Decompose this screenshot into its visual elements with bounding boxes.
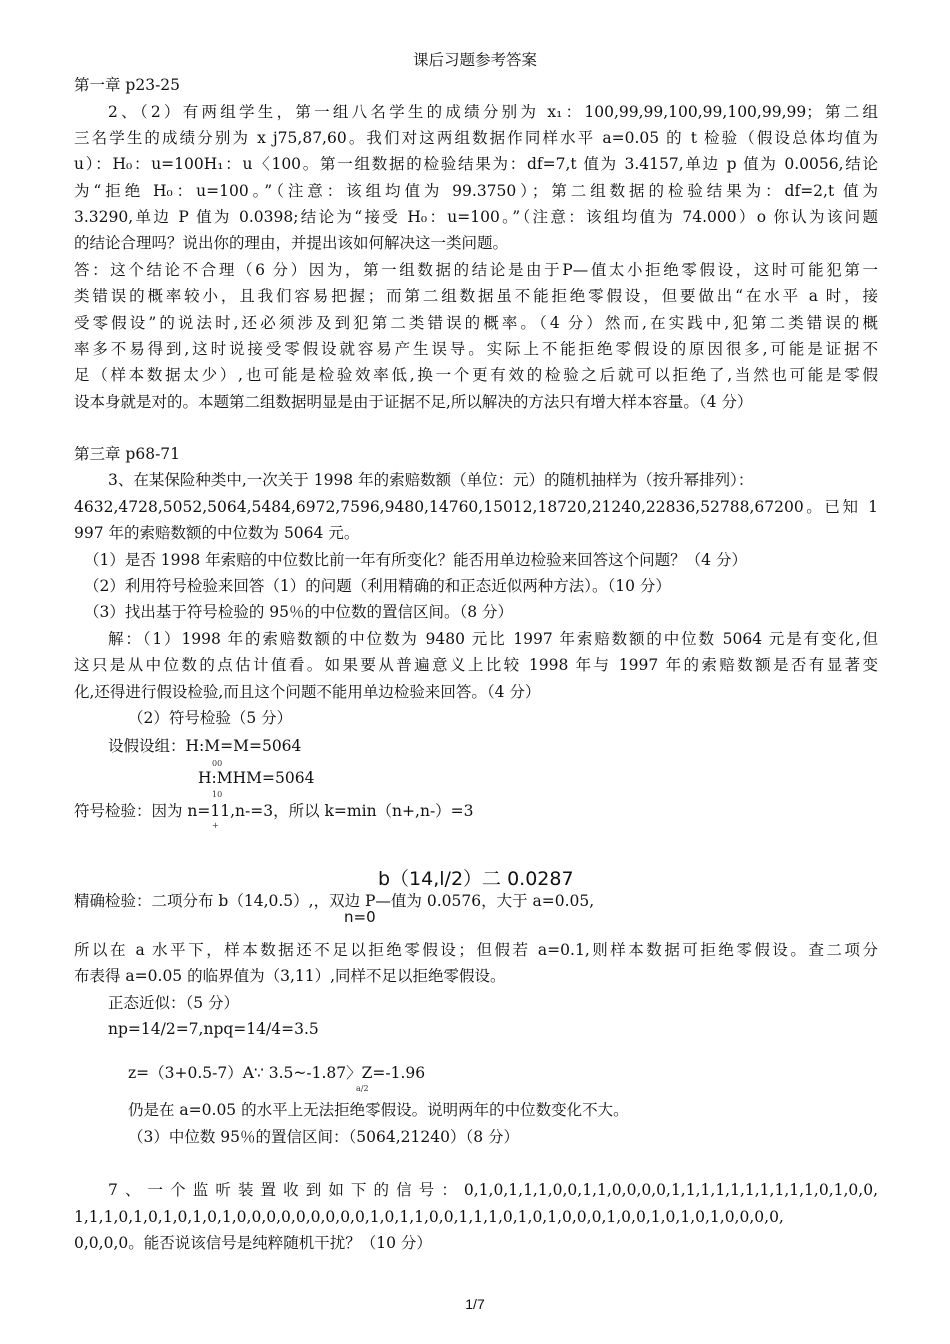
page-title: 课后习题参考答案 [412, 51, 537, 69]
sign-test-title: （2）符号检验（5 分） [128, 709, 293, 727]
hypothesis-h0-subscript: 00 [212, 759, 223, 768]
normal-approx-conclusion: 仍是在 a=0.05 的水平上无法拒绝零假设。说明两年的中位数变化不大。 [128, 1101, 629, 1119]
confidence-interval-line: （3）中位数 95％的置信区间：（5064,21240）（8 分） [128, 1128, 519, 1146]
hypothesis-h1: H:MHM=5064 [198, 769, 315, 787]
q7-line: 7、一个监听装置收到如下的信号：0,1,0,1,1,1,0,0,1,1,0,0,0,0,1,1,1,1,1,1,1,1,1,1,0,1,0,0, [108, 1181, 878, 1199]
q3-line: 4632,4728,5052,5064,5484,6972,7596,9480,14760,15012,18720,21240,22836,52788,67200。已知 1 [74, 498, 878, 516]
q2-line: u）：H₀：u=100H₁：u〈100。第一组数据的检验结果为：df=7,t 值为 3.4157,单边 p 值为 0.0056,结论 [74, 155, 878, 173]
q2-line: 的结论合理吗？说出你的理由，并提出该如何解决这一类问题。 [74, 234, 509, 252]
binomial-formula: b（14,l/2）二 0.0287 [378, 868, 574, 890]
page-number: 1/7 [465, 1296, 485, 1312]
solution-line: 化,还得进行假设检验,而且这个问题不能用单边检验来回答。（4 分） [74, 683, 541, 701]
exact-test-conclusion: 所以在 a 水平下，样本数据还不足以拒绝零假设；但假若 a=0.1,则样本数据可拒绝零假设。查二项分 [74, 941, 878, 959]
sum-lower-limit: n=0 [344, 908, 376, 926]
chapter3-heading: 第三章 p68-71 [74, 445, 181, 463]
q3-line: 3、在某保险种类中,一次关于 1998 年的索赔数额（单位：元）的随机抽样为（按升幂排列）： [108, 471, 754, 489]
solution-line: 解：（1）1998 年的索赔数额的中位数为 9480 元比 1997 年索赔数额的中位数 5064 元是有变化,但 [108, 630, 878, 648]
q2-line: 3.3290,单边 P 值为 0.0398;结论为“接受 H₀：u=100。”（注意：该组均值为 74.000）o 你认为该问题 [74, 208, 878, 226]
q2-line: 三名学生的成绩分别为 x j75,87,60。我们对这两组数据作同样水平 a=0.05 的 t 检验（假设总体均值为 [74, 129, 878, 147]
chapter1-heading: 第一章 p23-25 [74, 76, 181, 94]
answer-line: 率多不易得到,这时说接受零假设就容易产生误导。实际上不能拒绝零假设的原因很多,可能是证据不 [74, 340, 878, 358]
normal-approx-line: np=14/2=7,npq=14/4=3.5 [108, 1020, 319, 1038]
q7-line: 1,1,1,0,1,0,1,0,1,0,1,0,0,0,0,0,0,0,0,0,1,0,1,1,0,0,1,1,1,0,1,0,1,0,0,0,1,0,0,1,0,1,0,1,0,0,0,0, [74, 1208, 784, 1226]
hypothesis-h1-subscript: 10 [212, 790, 223, 799]
z-statistic-line: z=（3+0.5-7）A∵ 3.5~-1.87〉Z=-1.96 [128, 1064, 426, 1082]
subquestion-2: （2）利用符号检验来回答（1）的问题（利用精确的和正态近似两种方法）。（10 分） [84, 577, 671, 595]
sign-test-subscript: + [212, 821, 219, 830]
q2-line: 2、（2）有两组学生，第一组八名学生的成绩分别为 x₁：100,99,99,100,99,100,99,99；第二组 [108, 103, 878, 121]
q2-line: 为“拒绝 H₀：u=100。”（注意：该组均值为 99.3750）；第二组数据的检验结果为：df=2,t 值为 [74, 182, 878, 200]
subquestion-3: （3）找出基于符号检验的 95％的中位数的置信区间。（8 分） [84, 603, 514, 621]
sign-test-line: 符号检验：因为 n=11,n-=3，所以 k=min（n+,n-）=3 [74, 802, 474, 820]
answer-line: 设本身就是对的。本题第二组数据明显是由于证据不足,所以解决的方法只有增大样本容量。（4 分） [74, 393, 753, 411]
answer-line: 答：这个结论不合理（6 分）因为，第一组数据的结论是由于P—值太小拒绝零假设，这时可能犯第一 [74, 261, 878, 279]
exact-test-conclusion: 布表得 a=0.05 的临界值为（3,11）,同样不足以拒绝零假设。 [74, 967, 506, 985]
normal-approx-title: 正态近似：（5 分） [108, 994, 240, 1012]
q3-line: 997 年的索赔数额的中位数为 5064 元。 [74, 524, 360, 542]
answer-line: 类错误的概率较小，且我们容易把握；而第二组数据虽不能拒绝零假设，但要做出“在水平 a 时，接 [74, 287, 878, 305]
exact-test-line: 精确检验：二项分布 b（14,0.5）,，双边 P—值为 0.0576，大于 a=0.05, [74, 892, 595, 910]
solution-line: 这只是从中位数的点估计值看。如果要从普遍意义上比较 1998 年与 1997 年的索赔数额是否有显著变 [74, 656, 878, 674]
hypothesis-h0: 设假设组：H:M=M=5064 [108, 737, 302, 755]
subquestion-1: （1）是否 1998 年索赔的中位数比前一年有所变化？能否用单边检验来回答这个问题？（4 分） [84, 551, 747, 569]
answer-line: 足（样本数据太少）,也可能是检验效率低,换一个更有效的检验之后就可以拒绝了,当然也可能是零假 [74, 366, 878, 384]
q7-line: 0,0,0,0。能否说该信号是纯粹随机干扰？（10 分） [74, 1234, 432, 1252]
answer-line: 受零假设”的说法时,还必须涉及到犯第二类错误的概率。（4 分）然而,在实践中,犯第二类错误的概 [74, 314, 878, 332]
z-subscript: a/2 [356, 1084, 369, 1093]
